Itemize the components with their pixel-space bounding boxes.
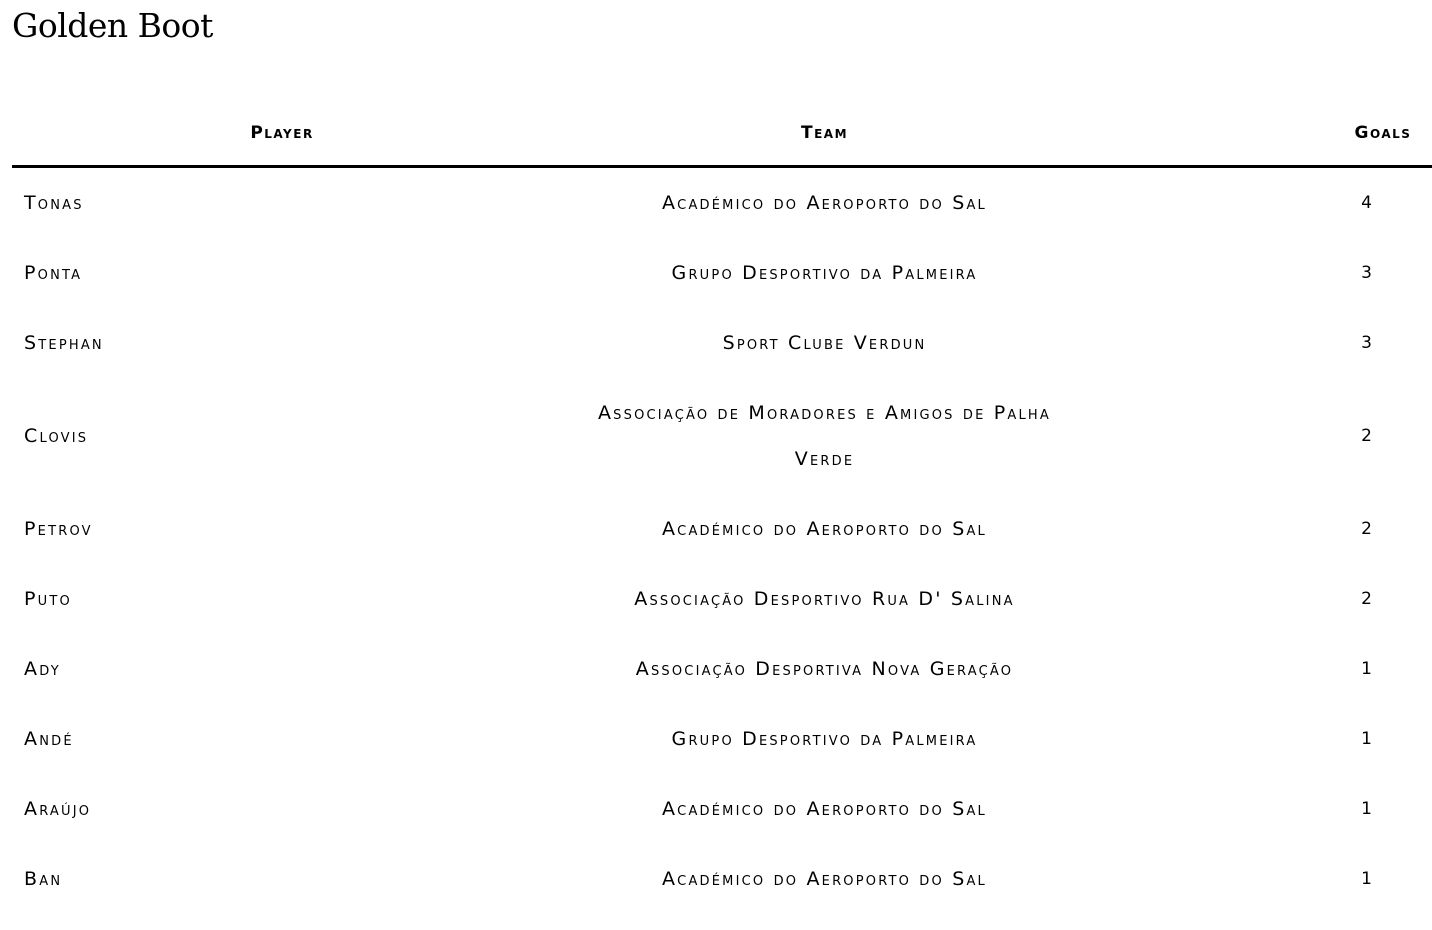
page-title: Golden Boot: [12, 6, 213, 45]
table-row: [12, 168, 1432, 238]
team-name: Académico do Aeroporto do Sal: [661, 798, 987, 820]
goals-cell: 2: [1361, 589, 1372, 609]
team-name: Sport Clube Verdun: [722, 332, 927, 354]
goals-cell: 1: [1361, 729, 1372, 749]
table-row: [12, 704, 1432, 774]
team-name: Associação Desportivo Rua D' Salina: [634, 588, 1015, 610]
goals-cell: 3: [1361, 263, 1372, 283]
player-cell: Puto: [24, 588, 72, 610]
header-goals: [1097, 121, 1432, 143]
goals-cell: 1: [1361, 659, 1372, 679]
team-name: Académico do Aeroporto do Sal: [661, 868, 987, 890]
player-cell: Araújo: [24, 798, 92, 820]
team-name: Académico do Aeroporto do Sal: [661, 192, 987, 214]
team-cell: [552, 716, 1097, 762]
team-name: Associação Desportiva Nova Geração: [635, 658, 1014, 680]
player-cell: Stephan: [24, 332, 104, 354]
table-row: [12, 634, 1432, 704]
goals-cell: 1: [1361, 869, 1372, 889]
team-cell: [552, 506, 1097, 552]
table-row: [12, 774, 1432, 844]
team-name: Grupo Desportivo da Palmeira: [671, 262, 978, 284]
team-cell: [552, 786, 1097, 832]
goals-cell: 2: [1361, 426, 1372, 446]
team-name: Académico do Aeroporto do Sal: [661, 518, 987, 540]
team-cell: [552, 646, 1097, 692]
player-cell: Tonas: [24, 192, 84, 214]
team-cell: [552, 180, 1097, 226]
table-row: [12, 238, 1432, 308]
team-cell: [552, 856, 1097, 902]
golden-boot-table: [12, 98, 1432, 914]
table-row: [12, 308, 1432, 378]
goals-cell: 2: [1361, 519, 1372, 539]
player-cell: Ban: [24, 868, 63, 890]
team-name: Grupo Desportivo da Palmeira: [671, 728, 978, 750]
header-team: Team: [800, 122, 849, 143]
goals-cell: 3: [1361, 333, 1372, 353]
team-cell: [552, 390, 1097, 482]
player-cell: Ponta: [24, 262, 83, 284]
player-cell: Clovis: [24, 425, 89, 447]
team-name: Associação de Moradores e Amigos de Palha Verde: [597, 402, 1052, 470]
team-cell: [552, 320, 1097, 366]
header-player: Player: [250, 122, 314, 143]
table-row: [12, 844, 1432, 914]
team-cell: [552, 250, 1097, 296]
player-cell: Petrov: [24, 518, 93, 540]
table-header: [12, 98, 1432, 168]
header-goals-label: Goals: [1354, 122, 1412, 143]
table-row: [12, 494, 1432, 564]
player-cell: Ady: [24, 658, 61, 680]
table-row: [12, 564, 1432, 634]
table-row: [12, 378, 1432, 494]
goals-cell: 1: [1361, 799, 1372, 819]
player-cell: Andé: [24, 728, 74, 750]
team-cell: [552, 576, 1097, 622]
goals-cell: 4: [1361, 193, 1372, 213]
